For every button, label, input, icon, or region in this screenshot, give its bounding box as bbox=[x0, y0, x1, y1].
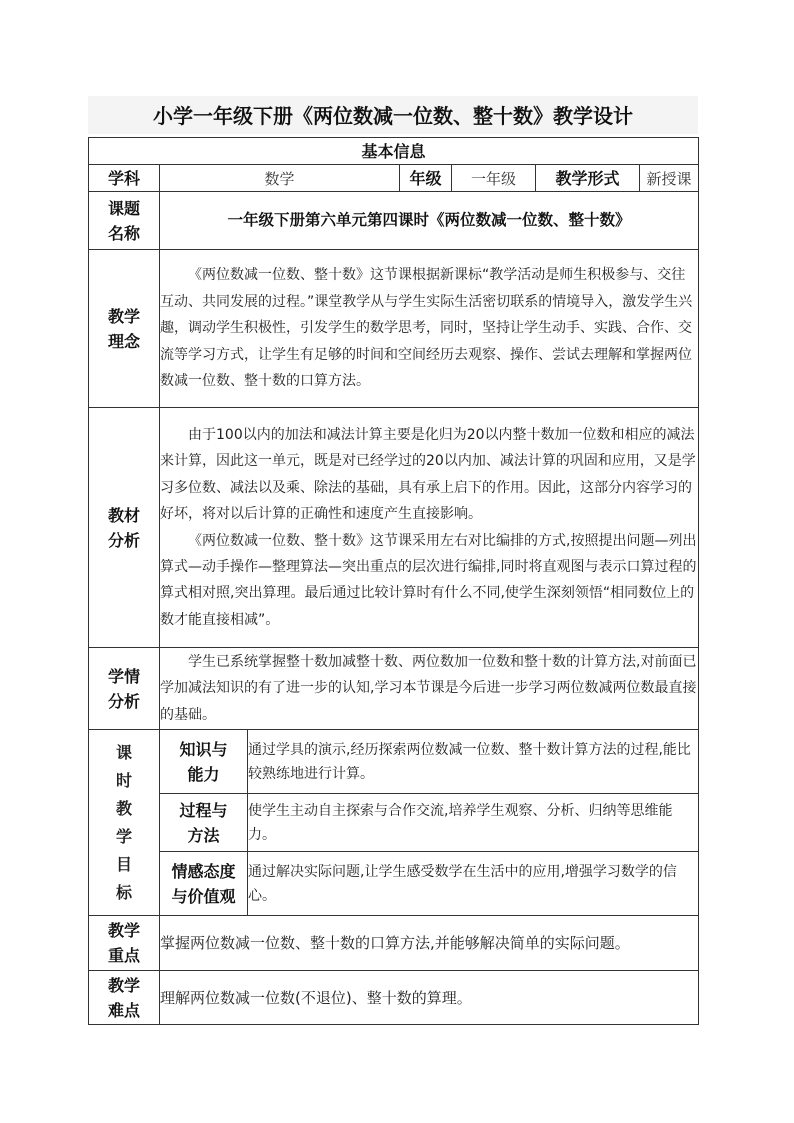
objective-label-line2: 与价值观 bbox=[171, 886, 236, 906]
subject-label: 学科 bbox=[89, 165, 160, 192]
objectives-label-char: 课 bbox=[115, 742, 132, 762]
material-label-line1: 教材 bbox=[107, 505, 140, 525]
basic-info-header: 基本信息 bbox=[89, 138, 699, 165]
objectives-label-char: 目 bbox=[115, 854, 132, 874]
material-label-line2: 分析 bbox=[107, 530, 140, 550]
objective-label-emotion bbox=[160, 852, 248, 916]
basic-info-row bbox=[89, 165, 699, 192]
form-label: 教学形式 bbox=[536, 165, 640, 192]
difficulty-label-line1: 教学 bbox=[107, 975, 140, 995]
philosophy-text: 《两位数减一位数、整十数》这节课根据新课标“教学活动是师生积极参与、交往互动、共同发展的过程。”课堂教学从与学生实际生活密切联系的情境导入，激发学生兴趣，调动学生积极性，引发学生的数学思考，同时，坚持让学生动手、实践、合作、交流等学习方式，让学生有足够的时间和空间经历去观察、操作、尝试去理解和掌握两位数减一位数、整十数的口算方法。 bbox=[160, 267, 693, 390]
material-text-cell bbox=[160, 408, 699, 648]
learner-label-line1: 学情 bbox=[107, 666, 140, 686]
key-point-label bbox=[89, 916, 160, 971]
learner-row bbox=[89, 648, 699, 730]
grade-label: 年级 bbox=[400, 165, 452, 192]
philosophy-label-line2: 理念 bbox=[107, 331, 140, 351]
key-point-label-line2: 重点 bbox=[107, 946, 140, 965]
key-point-label-line1: 教学 bbox=[107, 921, 140, 940]
objective-label-line2: 方法 bbox=[187, 825, 220, 845]
difficulty-label bbox=[89, 971, 160, 1025]
objectives-label-char: 教 bbox=[115, 798, 132, 818]
philosophy-row bbox=[89, 250, 699, 408]
objective-label-knowledge bbox=[160, 730, 248, 794]
learner-text-cell bbox=[160, 648, 699, 730]
objective-label-line1: 知识与 bbox=[179, 739, 228, 759]
material-row bbox=[89, 408, 699, 648]
difficulty-row bbox=[89, 971, 699, 1025]
objectives-label bbox=[89, 730, 160, 916]
objective-text-emotion: 通过解决实际问题,让学生感受数学在生活中的应用,增强学习数学的信心。 bbox=[248, 852, 699, 916]
lesson-name-label-line1: 课题 bbox=[107, 198, 140, 218]
learner-label bbox=[89, 648, 160, 730]
philosophy-text-cell bbox=[160, 250, 699, 408]
subject-value: 数学 bbox=[160, 165, 400, 192]
objectives-label-char: 时 bbox=[115, 770, 132, 790]
objective-text-process: 使学生主动自主探索与合作交流,培养学生观察、分析、归纳等思维能力。 bbox=[248, 794, 699, 852]
objective-label-line1: 情感态度 bbox=[171, 861, 236, 881]
objective-label-line1: 过程与 bbox=[179, 800, 228, 820]
learner-text: 学生已系统掌握整十数加减整十数、两位数加一位数和整十数的计算方法,对前面已学加减法知识的有了进一步的认知,学习本节课是今后进一步学习两位数减两位数最直接的基础。 bbox=[160, 653, 697, 723]
objective-text-knowledge: 通过学具的演示,经历探索两位数减一位数、整十数计算方法的过程,能比较熟练地进行计算。 bbox=[248, 730, 699, 794]
objectives-label-char: 学 bbox=[115, 826, 132, 846]
lesson-name-label-line2: 名称 bbox=[107, 223, 140, 243]
learner-label-line2: 分析 bbox=[107, 691, 140, 711]
key-point-text: 掌握两位数减一位数、整十数的口算方法,并能够解决简单的实际问题。 bbox=[160, 916, 699, 971]
key-point-row bbox=[89, 916, 699, 971]
basic-info-header-row bbox=[89, 138, 699, 165]
lesson-name-row bbox=[89, 192, 699, 250]
lesson-design-table bbox=[88, 137, 699, 1025]
lesson-name-label bbox=[89, 192, 160, 250]
lesson-name-value: 一年级下册第六单元第四课时《两位数减一位数、整十数》 bbox=[160, 192, 699, 250]
page-title: 小学一年级下册《两位数减一位数、整十数》教学设计 bbox=[153, 104, 633, 128]
objective-row-2 bbox=[89, 794, 699, 852]
material-label bbox=[89, 408, 160, 648]
difficulty-label-line2: 难点 bbox=[107, 1000, 140, 1020]
objective-row-1 bbox=[89, 730, 699, 794]
philosophy-label bbox=[89, 250, 160, 408]
grade-value: 一年级 bbox=[452, 165, 536, 192]
objective-row-3 bbox=[89, 852, 699, 916]
material-para-1: 由于100以内的加法和减法计算主要是化归为20以内整十数加一位数和相应的减法来计算，因此这一单元，既是对已经学过的20以内加、减法计算的巩固和应用，又是学习多位数、减法以及乘、除法的基础，具有承上启下的作用。因此，这部分内容学习的好坏，将对以后计算的正确性和速度产生直接影响。 bbox=[160, 426, 696, 523]
difficulty-text: 理解两位数减一位数(不退位)、整十数的算理。 bbox=[160, 971, 699, 1025]
objective-label-line2: 能力 bbox=[187, 764, 220, 784]
objective-label-process bbox=[160, 794, 248, 852]
objectives-label-char: 标 bbox=[115, 882, 132, 902]
material-para-2: 《两位数减一位数、整十数》这节课采用左右对比编排的方式,按照提出问题—列出算式—动手操作—整理算法—突出重点的层次进行编排,同时将直观图与表示口算过程的算式相对照,突出算理。最后通过比较计算时有什么不同,使学生深刻领悟“相同数位上的数才能直接相减”。 bbox=[160, 532, 697, 628]
philosophy-label-line1: 教学 bbox=[107, 306, 140, 326]
form-value: 新授课 bbox=[640, 165, 699, 192]
